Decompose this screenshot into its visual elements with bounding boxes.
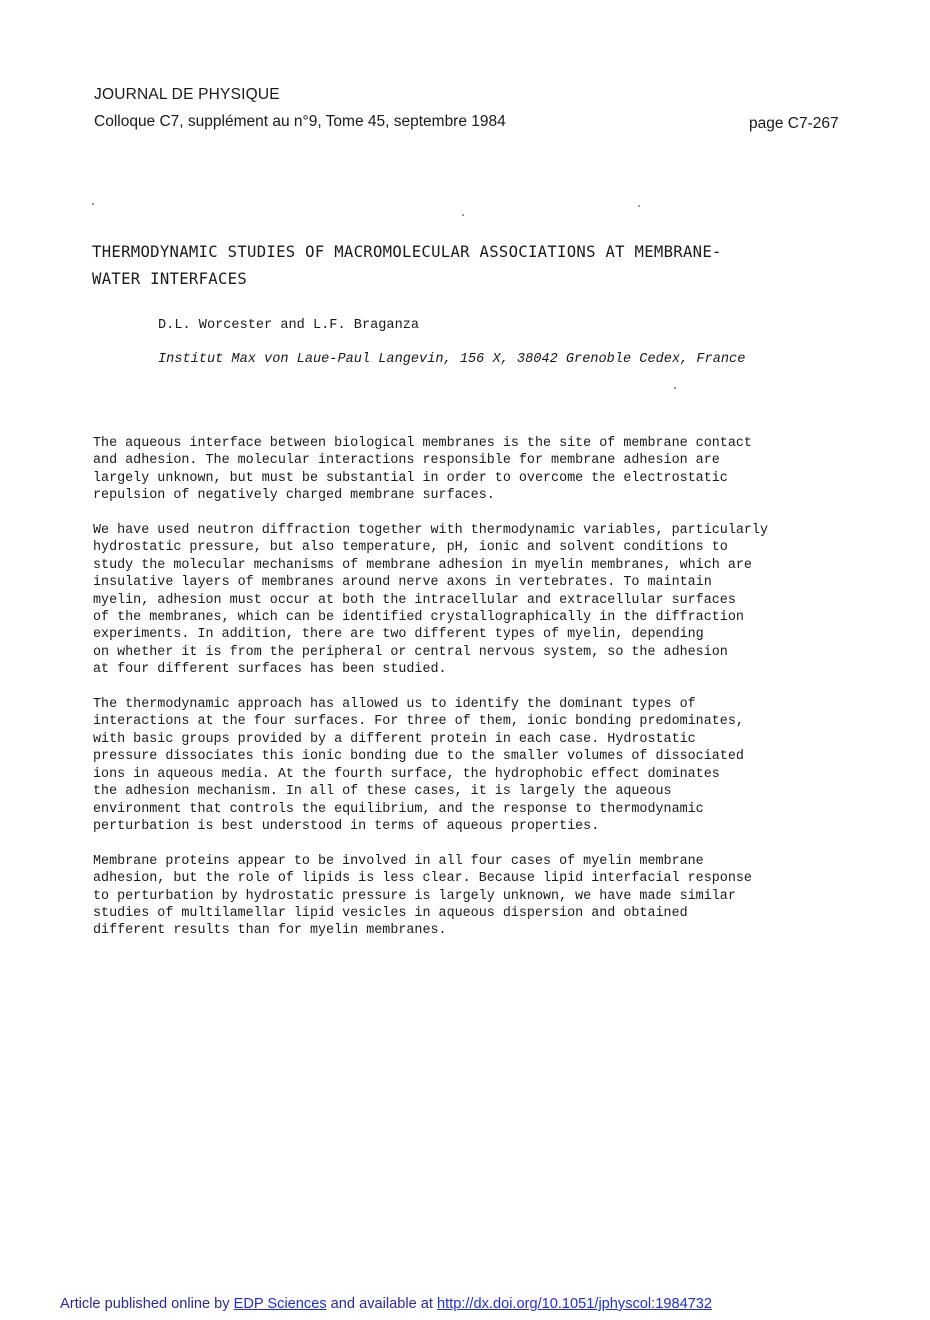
publisher-link[interactable]: EDP Sciences [233, 1296, 327, 1312]
scan-speck [92, 203, 94, 205]
author-affiliation: Institut Max von Laue-Paul Langevin, 156 X, 38042 Grenoble Cedex, France [158, 352, 746, 367]
scan-speck [462, 214, 464, 216]
footer-prefix: Article published online by [60, 1296, 234, 1312]
publication-footer [60, 1296, 712, 1312]
scan-speck [674, 387, 676, 389]
footer-middle: and available at [326, 1296, 437, 1312]
paragraph-3: The thermodynamic approach has allowed us to identify the dominant types of interactions at the four surfaces. For three of them, ionic bonding predominates, with basic groups provided by a different protein in each case. Hydrostatic pressure dissociates this ionic bonding due to the smaller volumes of dissociated ions in aqueous media. At the fourth surface, the hydrophobic effect dominates the adhesion mechanism. In all of these cases, it is largely the aqueous environment that controls the equilibrium, and the response to thermodynamic perturbation is best understood in terms of aqueous properties. [93, 697, 744, 834]
journal-name: JOURNAL DE PHYSIQUE [94, 86, 280, 103]
paragraph-4: Membrane proteins appear to be involved in all four cases of myelin membrane adhesion, but the role of lipids is less clear. Because lipid interfacial response to perturbation by hydrostatic pressure is largely unknown, we have made similar studies of multilamellar lipid vesicles in aqueous dispersion and obtained different results than for myelin membranes. [93, 853, 752, 939]
page-number: page C7-267 [749, 115, 839, 132]
author-list: D.L. Worcester and L.F. Braganza [158, 318, 420, 333]
article-title: THERMODYNAMIC STUDIES OF MACROMOLECULAR ASSOCIATIONS AT MEMBRANE- WATER INTERFACES [92, 243, 722, 288]
paragraph-2: We have used neutron diffraction together with thermodynamic variables, particularly hydrostatic pressure, but also temperature, pH, ionic and solvent conditions to study the molecular mechanisms of membrane adhesion in myelin membranes, which are insulative layers of membranes around nerve axons in vertebrates. To maintain myelin, adhesion must occur at both the intracellular and extracellular surfaces of the membranes, which can be identified crystallographically in the diffraction experiments. In addition, there are two different types of myelin, depending on whether it is from the peripheral or central nervous system, so the adhesion at four different surfaces has been studied. [93, 523, 768, 678]
doi-link[interactable]: http://dx.doi.org/10.1051/jphyscol:1984732 [436, 1296, 713, 1312]
paragraph-1: The aqueous interface between biological membranes is the site of membrane contact and adhesion. The molecular interactions responsible for membrane adhesion are largely unknown, but must be substantial in order to overcome the electrostatic repulsion of negatively charged membrane surfaces. [93, 436, 752, 504]
colloque-info: Colloque C7, supplément au n°9, Tome 45, septembre 1984 [94, 113, 506, 130]
scan-speck [638, 205, 640, 207]
abstract-body [93, 435, 853, 957]
